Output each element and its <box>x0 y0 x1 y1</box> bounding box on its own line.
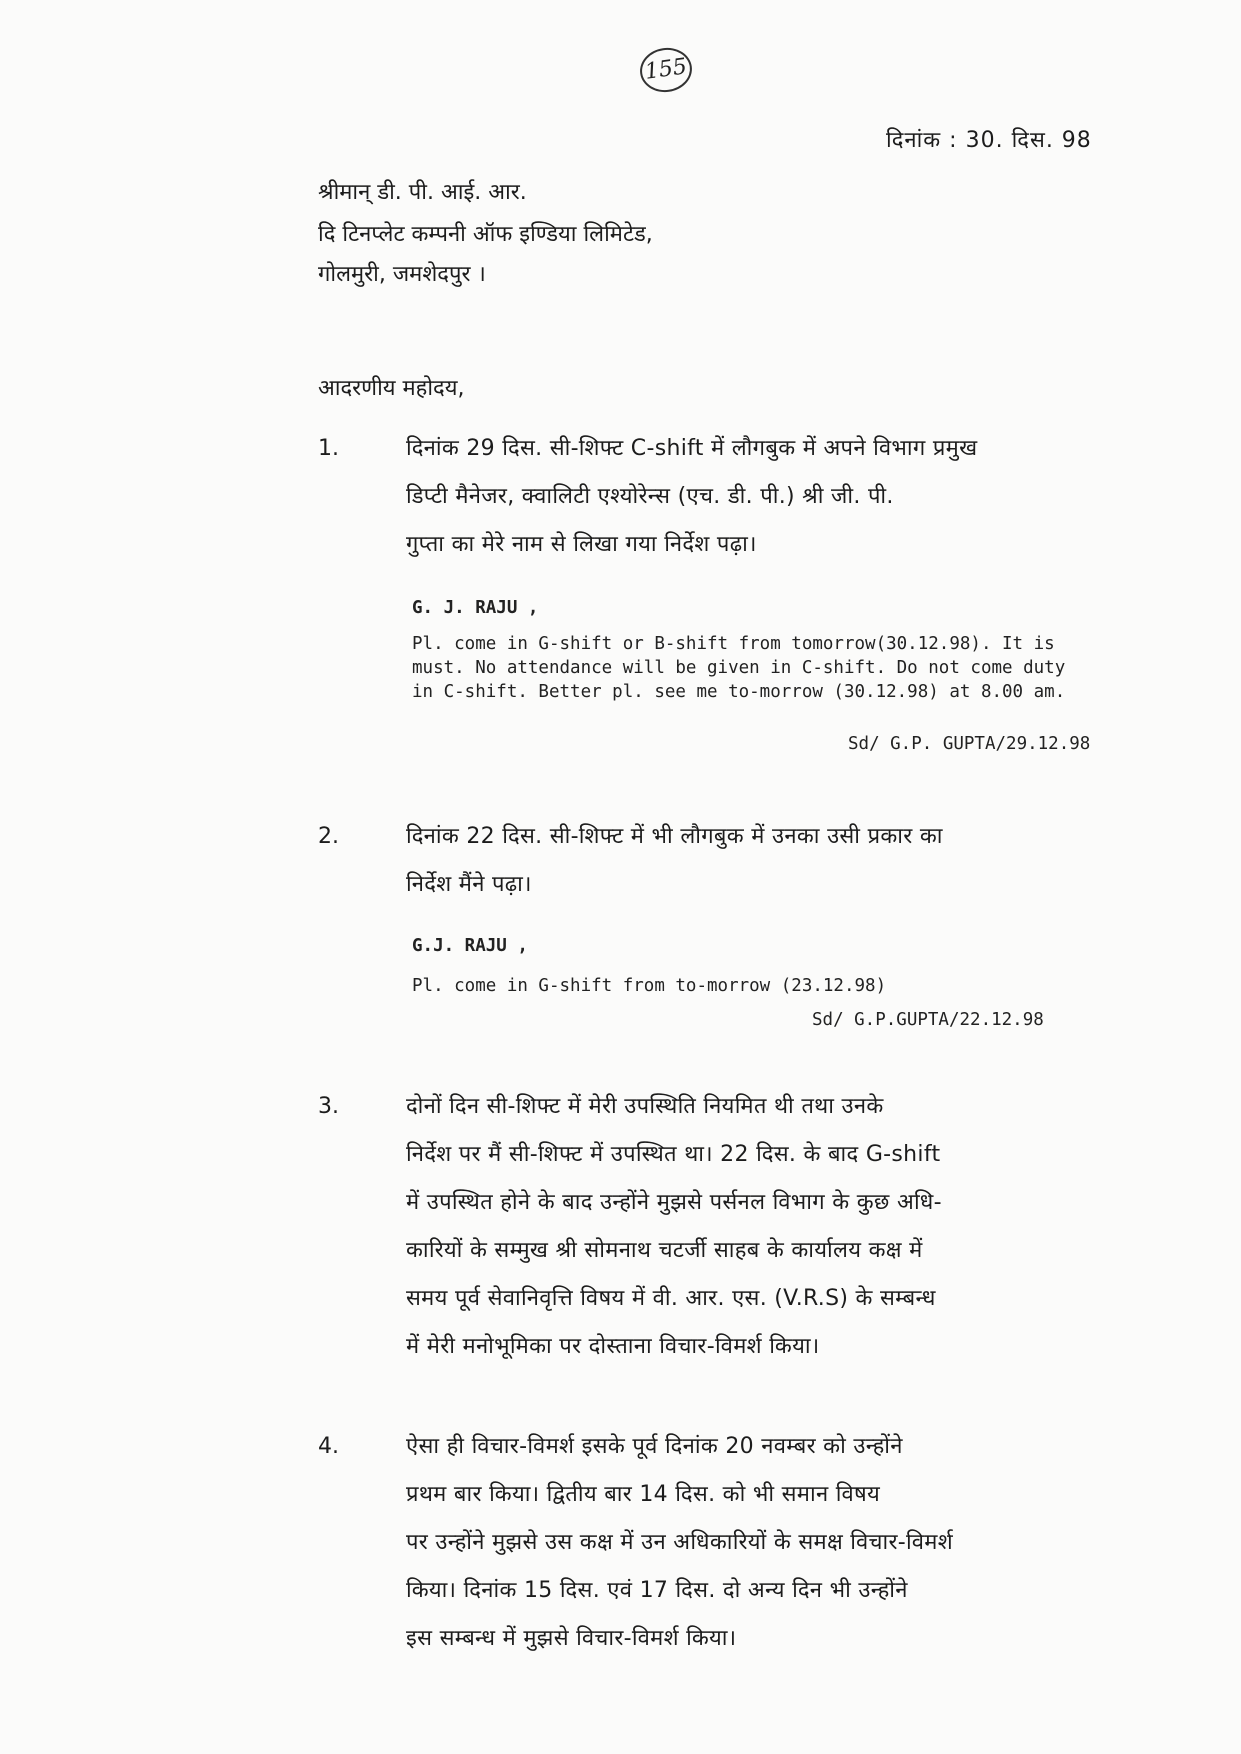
quote-line: Pl. come in G-shift or B-shift from tomorrow(30.12.98). It is <box>412 634 1055 654</box>
section-line: निर्देश पर मैं सी-शिफ्ट में उपस्थित था। 22 दिस. के बाद G-shift <box>406 1142 941 1167</box>
section-line: समय पूर्व सेवानिवृत्ति विषय में वी. आर. एस. (V.R.S) के सम्बन्ध <box>406 1286 936 1311</box>
letter-date: दिनांक : 30. दिस. 98 <box>886 128 1092 153</box>
section-line: निर्देश मैंने पढ़ा। <box>406 872 532 897</box>
quote-line: Pl. come in G-shift from to-morrow (23.12.98) <box>412 976 887 996</box>
section-number: 1. <box>318 436 339 461</box>
section-line: प्रथम बार किया। द्वितीय बार 14 दिस. को भी समान विषय <box>406 1482 881 1507</box>
section-line: डिप्टी मैनेजर, क्वालिटी एश्योरेन्स (एच. डी. पी.) श्री जी. पी. <box>406 484 894 509</box>
quote-line: in C-shift. Better pl. see me to-morrow (30.12.98) at 8.00 am. <box>412 682 1066 702</box>
quote-signature: Sd/ G.P. GUPTA/29.12.98 <box>848 734 1091 754</box>
address-line: गोलमुरी, जमशेदपुर । <box>318 262 486 287</box>
quote-name: G. J. RAJU , <box>412 598 539 618</box>
section-number: 2. <box>318 824 339 849</box>
section-line: दिनांक 29 दिस. सी-शिफ्ट C-shift में लौगबुक में अपने विभाग प्रमुख <box>406 436 978 461</box>
section-line: किया। दिनांक 15 दिस. एवं 17 दिस. दो अन्य दिन भी उन्होंने <box>406 1578 908 1603</box>
salutation: आदरणीय महोदय, <box>318 376 465 401</box>
quote-signature: Sd/ G.P.GUPTA/22.12.98 <box>812 1010 1044 1030</box>
section-line: कारियों के सम्मुख श्री सोमनाथ चटर्जी साहब के कार्यालय कक्ष में <box>406 1238 923 1263</box>
section-line: गुप्ता का मेरे नाम से लिखा गया निर्देश पढ़ा। <box>406 532 757 557</box>
section-line: दोनों दिन सी-शिफ्ट में मेरी उपस्थिति नियमित थी तथा उनके <box>406 1094 884 1119</box>
section-line: इस सम्बन्ध में मुझसे विचार-विमर्श किया। <box>406 1626 737 1651</box>
section-line: ऐसा ही विचार-विमर्श इसके पूर्व दिनांक 20 नवम्बर को उन्होंने <box>406 1434 903 1459</box>
quote-line: must. No attendance will be given in C-shift. Do not come duty <box>412 658 1066 678</box>
section-number: 4. <box>318 1434 339 1459</box>
address-line: दि टिनप्लेट कम्पनी ऑफ इण्डिया लिमिटेड, <box>318 222 653 247</box>
section-number: 3. <box>318 1094 339 1119</box>
address-line: श्रीमान् डी. पी. आई. आर. <box>318 180 527 205</box>
section-line: में मेरी मनोभूमिका पर दोस्ताना विचार-विमर्श किया। <box>406 1334 820 1359</box>
section-line: दिनांक 22 दिस. सी-शिफ्ट में भी लौगबुक में उनका उसी प्रकार का <box>406 824 943 849</box>
section-line: पर उन्होंने मुझसे उस कक्ष में उन अधिकारियों के समक्ष विचार-विमर्श <box>406 1530 953 1555</box>
quote-name: G.J. RAJU , <box>412 936 528 956</box>
page-number-stamp: 155 <box>637 45 695 96</box>
section-line: में उपस्थित होने के बाद उन्होंने मुझसे पर्सनल विभाग के कुछ अधि- <box>406 1190 942 1215</box>
